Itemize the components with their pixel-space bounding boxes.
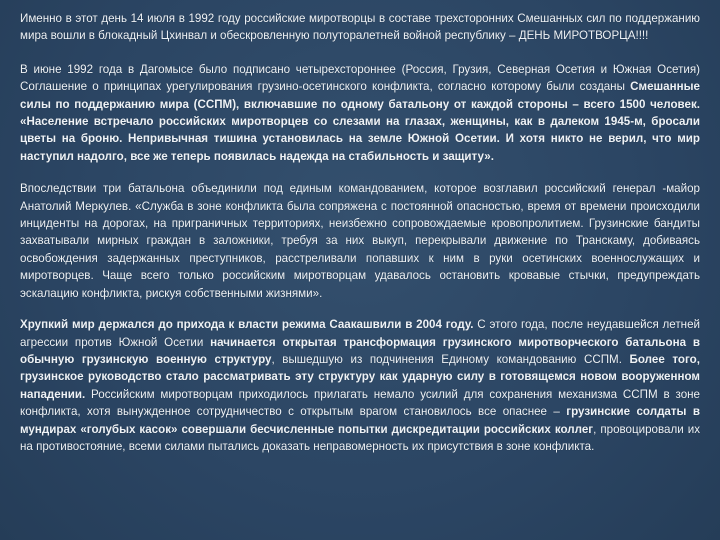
paragraph-joint-command [20,180,700,302]
text-segment: Российским миротворцам приходилось прилагать немало усилий для сохранения механизма ССПМ в зоне конфликта, хотя вынужденное сотрудничество с открытым врагом становилось все опаснее – [20,387,700,419]
bold-text-segment: грузинские солдаты в мундирах «голубых касок» совершали бесчисленные попытки дискредитации российских коллег [20,405,700,436]
text-segment: Впоследствии три батальона объединили под единым командованием, которое возглавил российский генерал -майор Анатолий Меркулев. «Служба в зоне конфликта была сопряжена с постоянной опасностью, время от времени происходили инциденты на дорогах, на приграничных территориях, неизбежно сопровождаемые кровопролитием. Грузинские бандиты захватывали мирных граждан в заложники, требуя за них выкуп, перекрывали движение по Транскаму, добиваясь освобождения задержанных преступников, расстреливали попавших к ним в руки осетинских военнослужащих и миротворцев. Чаще всего только российским миротворцам удавалось остановить кровавые стычки, предупреждать эскалацию конфликта, рискуя собственными жизнями». [20,182,700,300]
text-segment: , вышедшую из подчинения Единому командованию ССПМ. [271,352,630,366]
paragraph-saakashvili-era [20,316,700,455]
bold-text-segment: Хрупкий мир держался до прихода к власти режима Саакашвили в 2004 году. [20,318,474,332]
text-segment: , провоцировали их на противостояние, всеми силами пытались доказать неправомерность их присутствия в зоне конфликта. [20,422,700,453]
text-segment: Именно в этот день 14 июля в 1992 году российские миротворцы в составе трехсторонних Смешанных сил по поддержанию мира вошли в блокадный Цхинвал и обескровленную полуторалетней войной республику – ДЕНЬ МИРОТВОРЦА!!!! [20,12,700,43]
bold-text-segment: Смешанные силы по поддержанию мира (ССПМ), включавшие по одному батальону от каждой стороны – всего 1500 человек. «Население встречало российских миротворцев со слезами на глазах, женщины, как в далеком 1945-м, бросали цветы на броню. Непривычная тишина установилась на земле Южной Осетии. И хотя никто не верил, что мир наступил надолго, все же теперь появилась надежда на стабильность и защиту». [20,80,700,163]
text-segment: В июне 1992 года в Дагомысе было подписано четырехстороннее (Россия, Грузия, Северная Осетия и Южная Осетия) Соглашение о принципах урегулирования грузино-осетинского конфликта, согласно которому были созданы [20,62,700,94]
text-segment: С этого года, после неудавшейся летней агрессии против Южной Осетии [20,318,701,349]
bold-text-segment: Более того, грузинское руководство стало рассматривать эту структуру как ударную силу в готовящемся новом вооруженном нападении. [20,352,700,401]
paragraph-peacekeeper-day [20,10,700,45]
paragraph-dagomys-agreement [20,61,700,165]
bold-text-segment: начинается открытая трансформация грузинского миротворческого батальона в обычную грузинскую военную структуру [20,335,700,366]
